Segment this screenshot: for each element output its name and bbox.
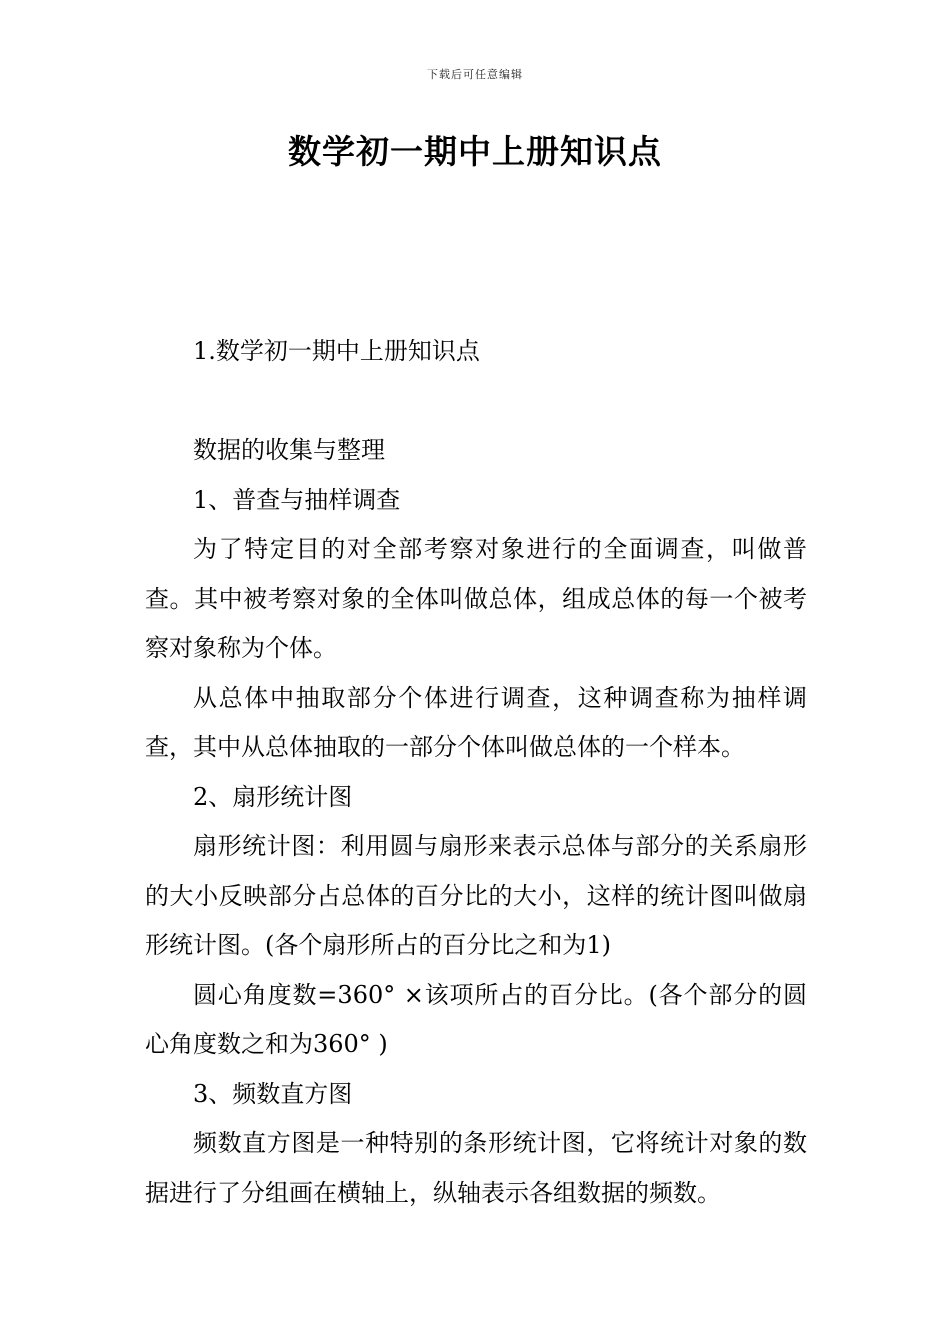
paragraph-histogram-definition: 频数直方图是一种特别的条形统计图，它将统计对象的数据进行了分组画在横轴上，纵轴表示各组数据的频数。 xyxy=(145,1129,807,1207)
paragraph-subheading-2: 2、扇形统计图 xyxy=(193,782,353,811)
paragraph-subheading-3: 3、频数直方图 xyxy=(193,1079,353,1108)
document-body xyxy=(145,327,807,1218)
section-heading: 1.数学初一期中上册知识点 xyxy=(193,337,480,365)
paragraph-subheading-1: 1、普查与抽样调查 xyxy=(193,485,401,514)
paragraph-sampling-definition: 从总体中抽取部分个体进行调查，这种调查称为抽样调查，其中从总体抽取的一部分个体叫做总体的一个样本。 xyxy=(145,683,807,761)
header-note: 下载后可任意编辑 xyxy=(427,68,523,81)
paragraph-census-definition: 为了特定目的对全部考察对象进行的全面调查，叫做普查。其中被考察对象的全体叫做总体，组成总体的每一个被考察对象称为个体。 xyxy=(145,535,807,662)
document-title: 数学初一期中上册知识点 xyxy=(288,132,662,171)
paragraph-central-angle-formula: 圆心角度数=360° ×该项所占的百分比。(各个部分的圆心角度数之和为360° ) xyxy=(145,980,807,1058)
paragraph-topic-heading: 数据的收集与整理 xyxy=(193,436,385,464)
paragraph-pie-chart-definition: 扇形统计图：利用圆与扇形来表示总体与部分的关系扇形的大小反映部分占总体的百分比的大小，这样的统计图叫做扇形统计图。(各个扇形所占的百分比之和为1) xyxy=(145,832,807,959)
